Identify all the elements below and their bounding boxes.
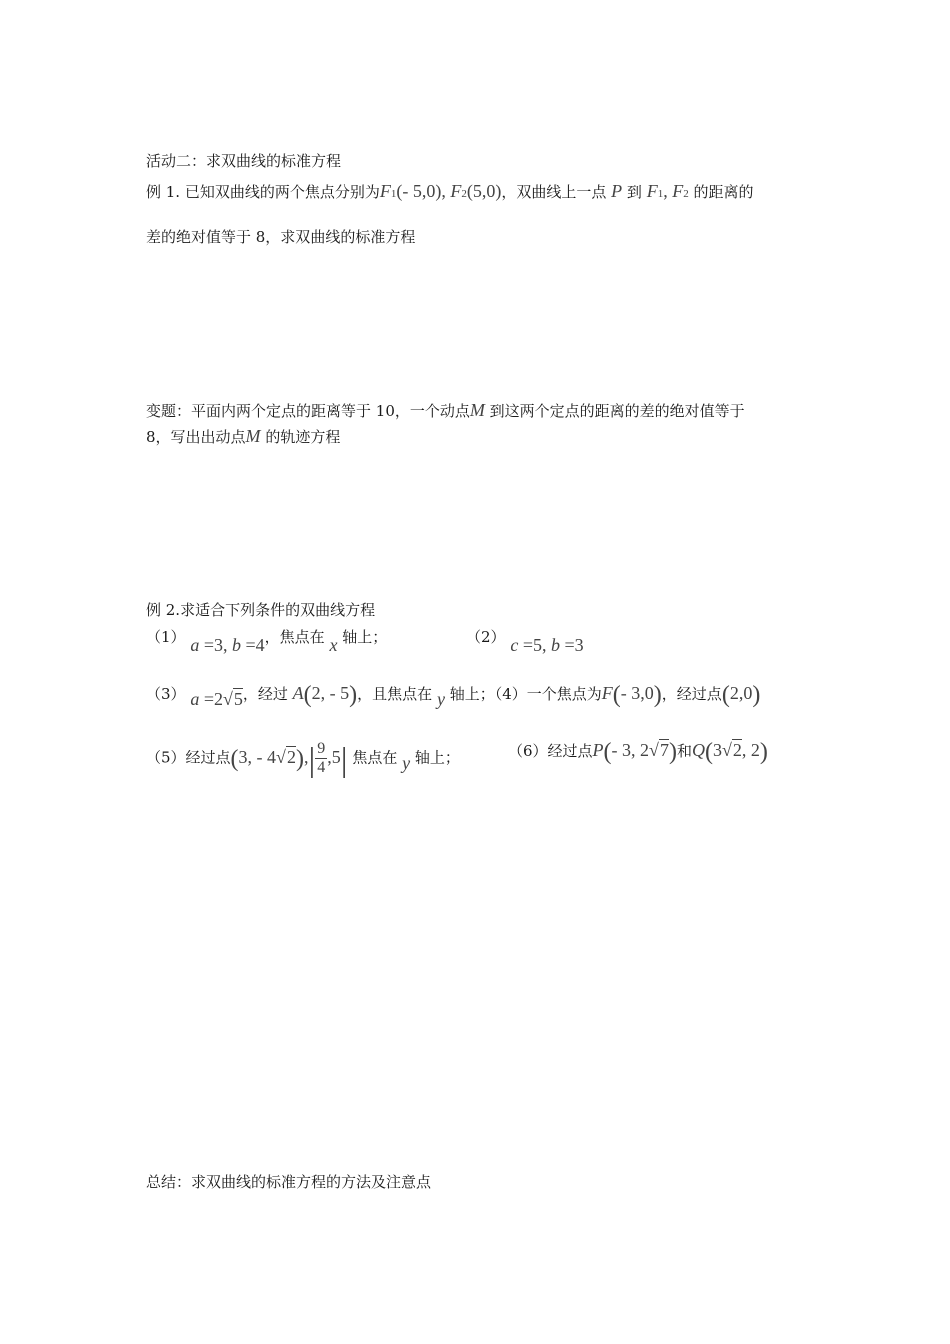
item-3-label: （3）: [146, 685, 186, 703]
example-2-items-3-4: [146, 682, 761, 709]
section-heading: 活动二：求双曲线的标准方程: [146, 152, 342, 170]
math-point-a: A(2, - 5): [292, 682, 358, 708]
example-1-text-a: 例 1. 已知双曲线的两个焦点分别为: [146, 183, 380, 201]
item-5-label: （5）经过点: [146, 748, 231, 767]
math-y-axis: y: [436, 689, 445, 709]
example-1-text-b: ，双曲线上一点: [501, 183, 607, 201]
item-1-axis: 轴上；: [342, 628, 388, 646]
item-1-label: （1）: [146, 628, 186, 646]
math-point-5a: (3, - 4√2),: [230, 745, 309, 772]
variant-text-c: 8，写出出动点: [146, 428, 246, 446]
example-2-item-2: [466, 626, 584, 655]
item-2-label: （2）: [466, 628, 506, 646]
example-2-title: 例 2.求适合下列条件的双曲线方程: [146, 601, 376, 619]
variant-text-b: 到这两个定点的距离的差的绝对值等于: [489, 402, 745, 420]
math-point-p6: P(- 3, 2√7): [592, 739, 677, 765]
math-x-axis: x: [329, 635, 338, 655]
example-1-line-1: [146, 181, 754, 204]
math-point-m-2: M: [245, 426, 261, 446]
math-y-axis-2: y: [402, 752, 411, 773]
math-point-q6: Q(3√2, 2): [691, 739, 768, 765]
summary-text: 总结：求双曲线的标准方程的方法及注意点: [146, 1173, 432, 1191]
item-6-label: （6）经过点: [508, 742, 593, 760]
variant-line-1: [146, 400, 745, 421]
math-a3-b4: a =3, b =4: [190, 635, 265, 655]
example-2-item-6: [508, 739, 768, 765]
example-1-text-d: 的距离的: [693, 183, 754, 201]
variant-text-d: 的轨迹方程: [265, 428, 341, 446]
item-3-text-b: ，且焦点在: [357, 685, 433, 703]
math-point-2-0: (2,0): [721, 682, 761, 708]
example-2-items-5-6: [146, 740, 460, 777]
math-a-2sqrt5: a =2√5: [190, 689, 243, 709]
math-fraction-9-4: $\frac{9}{4}$: [317, 740, 326, 776]
math-foci: F1(- 5,0), F2(5,0): [379, 181, 502, 201]
item-3-text-a: ，经过: [242, 685, 288, 703]
item-1-text: ，焦点在: [264, 628, 325, 646]
item-3-text-c: 轴上；（4）一个焦点为: [449, 685, 602, 703]
variant-line-2: [146, 426, 340, 447]
item-5-axis: 轴上；: [414, 748, 460, 767]
item-6-and: 和: [676, 742, 692, 760]
math-point-p: P: [611, 181, 623, 201]
math-f1-f2: F1, F2: [646, 181, 689, 201]
example-1-line-2: 差的绝对值等于 8，求双曲线的标准方程: [146, 228, 416, 246]
example-1-text-c: 到: [626, 183, 642, 201]
item-4-text: ，经过点: [661, 685, 722, 703]
math-point-m: M: [469, 400, 485, 420]
math-c5-b3: c =5, b =3: [510, 635, 584, 655]
example-2-item-1: [146, 626, 388, 655]
math-point-5b: | $\frac{9}{4}$ ,5|: [308, 740, 348, 779]
math-focus-f: F(- 3,0): [601, 682, 662, 708]
item-5-text: 焦点在: [352, 748, 398, 767]
variant-text-a: 变题：平面内两个定点的距离等于 10，一个动点: [146, 402, 470, 420]
